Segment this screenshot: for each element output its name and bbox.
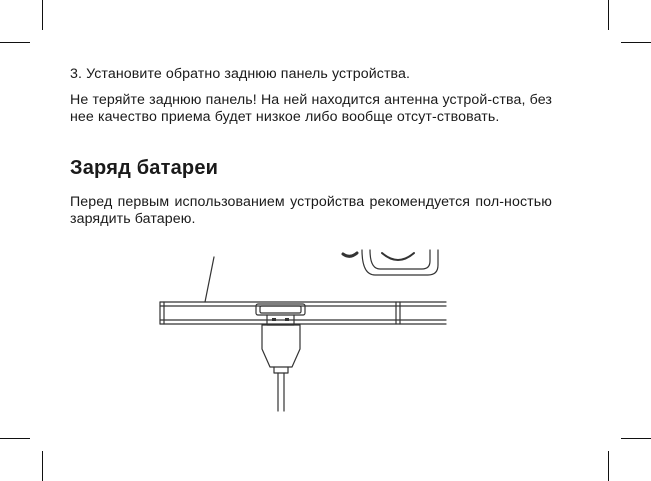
crop-mark-bottom-right-horizontal xyxy=(621,438,651,439)
camera-module-outline xyxy=(362,250,438,275)
step-3-instruction: 3. Установите обратно заднюю панель устройства. xyxy=(70,66,411,82)
crop-mark-bottom-left-vertical xyxy=(42,451,43,481)
battery-charge-heading: Заряд батареи xyxy=(70,157,219,179)
battery-charge-paragraph: Перед первым использованием устройства рекомендуется пол-ностью зарядить батарею. xyxy=(70,194,552,227)
crop-mark-bottom-right-vertical xyxy=(608,451,609,481)
usb-port-inner xyxy=(260,306,301,313)
crop-mark-bottom-left-horizontal xyxy=(0,438,30,439)
camera-lens-arc xyxy=(382,253,414,260)
usb-plug-contact-left xyxy=(272,318,276,321)
usb-plug-body xyxy=(262,325,300,367)
crop-mark-top-right-vertical xyxy=(608,0,609,30)
crop-mark-top-right-horizontal xyxy=(621,42,651,43)
antenna-warning-paragraph: Не теряйте заднюю панель! На ней находится антенна устрой-ства, без нее качество приема будет низкое либо вообще отсут-ствовать. xyxy=(70,92,552,125)
usb-plug-contact-right xyxy=(285,318,289,321)
usb-plug-taper xyxy=(274,367,288,373)
side-button-shape xyxy=(343,253,357,256)
pointer-line xyxy=(205,257,214,302)
crop-mark-top-left-vertical xyxy=(42,0,43,30)
manual-page-content xyxy=(70,66,552,228)
crop-mark-top-left-horizontal xyxy=(0,42,30,43)
charging-cable-illustration xyxy=(150,245,460,420)
